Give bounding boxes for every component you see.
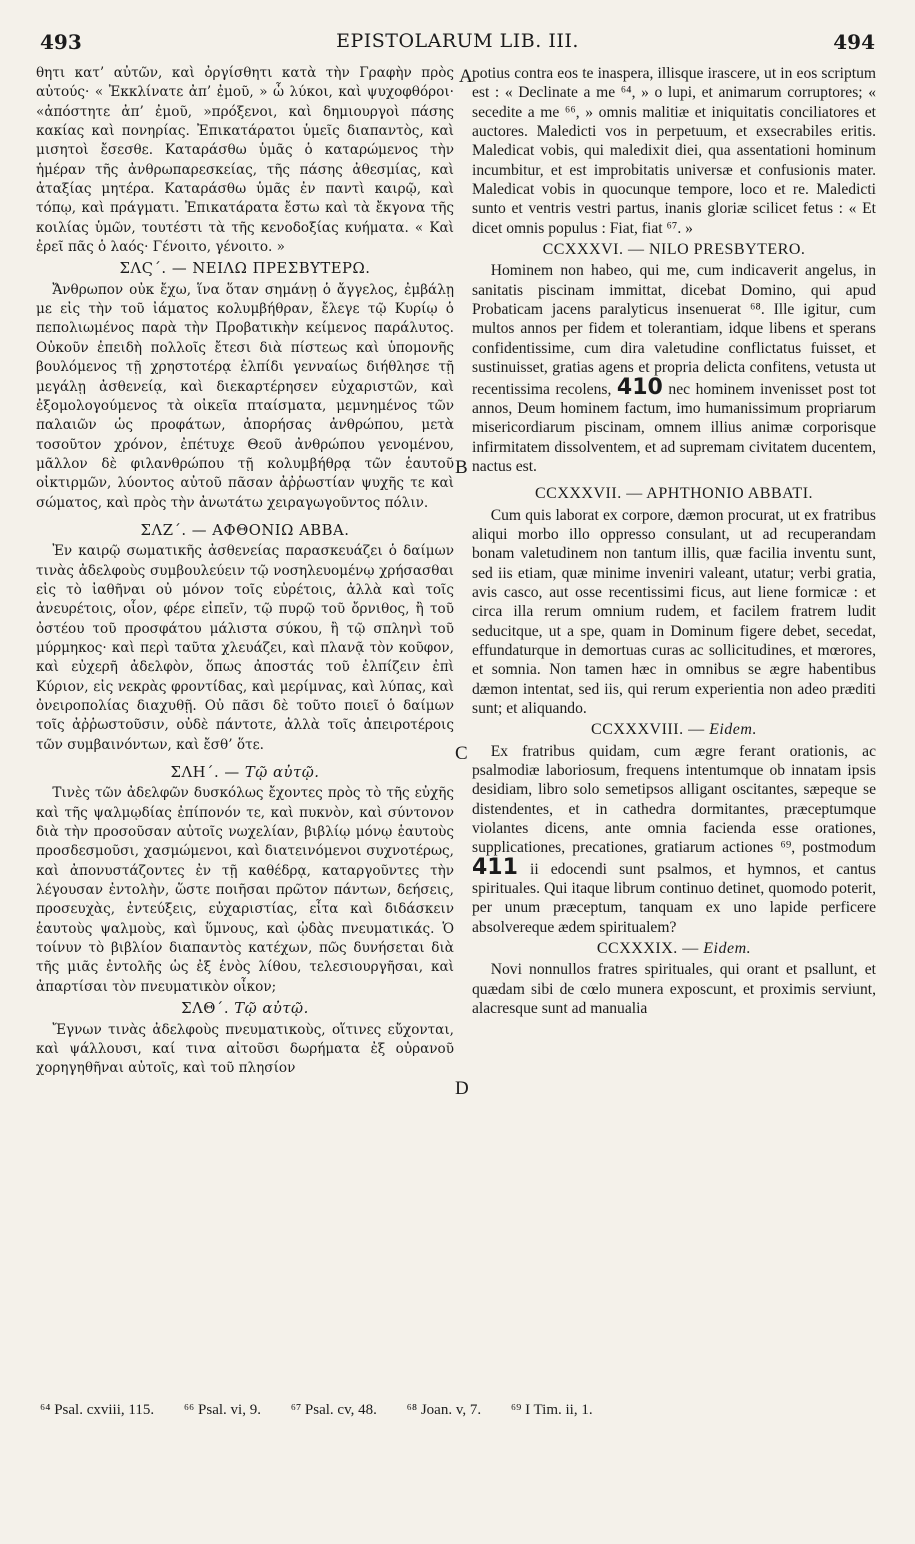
greek-column [36,64,454,1079]
greek-heading-addressee: Τῷ αὐτῷ. [234,1000,309,1018]
greek-heading-addressee: Τῷ αὐτῷ. [244,764,320,782]
margin-letter-c: C [455,743,468,764]
footnote: ⁶⁹ I Tim. ii, 1. [510,1402,593,1418]
latin-letter-heading [472,720,876,739]
greek-letter-heading: ΣΛΖ΄. — ΑΦΘΟΝΙΩ ΑΒΒΑ. [140,521,350,539]
running-title: EPISTOLARUM LIB. III. [336,30,579,52]
margin-letter-d: D [455,1078,469,1099]
footnote: ⁶⁸ Joan. v, 7. [406,1402,482,1418]
greek-heading-number: ΣΛΘ΄. [181,1000,230,1018]
footnote: ⁶⁷ Psal. cv, 48. [290,1402,377,1418]
latin-letter-heading: CCXXXVI. — NILO PRESBYTERO. [542,241,806,259]
greek-paragraph: Ἄνθρωπον οὐκ ἔχω, ἵνα ὅταν σημάνῃ ὁ ἄγγελος, ἐμβάλῃ με εἰς τὴν τοῦ ἰάματος κολυμβήθραν, ἔλεγε τῷ Κυρίῳ ὁ πεπολιωμένος παρὰ τὴν Προβατικὴν κείμενος παράλυτος. Οὐκοῦν ἐπειδὴ πολλοῖς ἔτεσι διὰ πίστεως καὶ ὑπομονῆς βουλόμενος τῇ χρηστοτέρᾳ ἐλπίδι γενναίως διήθλησε τῇ μεγάλῃ ἀσθενείᾳ, καὶ διεκαρτέρησεν εὐχαριστῶν, καὶ ἐξομολογούμενος τὰ οἰκεῖα πταίσματα, μεμνημένος τῶν παλαιῶν ὡς προφάτων, ἀπορήσας ἀνθρώπου, μετὰ τοσοῦτον χρόνον, ἐπέτυχε Θεοῦ ἀνθρώπου γενομένου, μᾶλλον δὲ φιλανθρώπου τῇ κολυμβήθρᾳ τῶν ἑαυτοῦ οἰκτιρμῶν, λύοντος αὐτοῦ πᾶσαν ἀῤῥωστίαν ψυχῆς τε καὶ σώματος, καὶ πρὸς τὴν ἀνωτάτω χειραγωγοῦντος πόλιν. [36,281,454,511]
greek-letter-heading [36,763,454,782]
latin-letter-heading: CCXXXVII. — APHTHONIO ABBATI. [534,485,814,503]
latin-text: Ex fratribus quidam, cum ægre ferant orationis, ac psalmodiæ laboriosum, frequens intentumque ob innatam ipsis desidiam, libro solo semetipsos alligant oscitantes, sæpeque se distendentes, et in cathedra dormitantes, præceptumque violantes dicens, ante omnia facienda esse orationes, supplicationes, precationes, gratiarum actiones ⁶⁹, postmodum [472,742,876,857]
margin-letter-a: A [459,66,473,87]
latin-paragraph [472,742,876,937]
latin-heading-number: CCXXXVIII. — [591,721,705,739]
latin-text: Hominem non habeo, qui me, cum indicaverit angelus, in sanitatis piscinam immittat, dicebat Domino, qui apud Probaticam jacens paralyticus insenuerat ⁶⁸. Ille igitur, cum multos annos per fidem et tolerantiam, idque libens et sperans confidentissime, cum dira valetudine conflictatus fuisset, et sustinuisset, gratias agens et propria delicta confitens, vetusta ut recentissima recolens, [472,262,876,398]
latin-text: nec hominem invenisset post tot annos, Deum hominem factum, imo humanissimum propriarum misericordiarum piscinam, omnem illius animæ corporisque infirmitatem dissolventem, et ad supremam civitatem ducentem, nactus est. [472,380,876,475]
latin-paragraph: Cum quis laborat ex corpore, dæmon procurat, ut ex fratribus aliqui morbo illo oppresso consulant, ut ad recuperandam bonam valetudinem non tantum illis, quæ facilia inventu sunt, sed iis etiam, quæ minime inveniri valeant, utatur; verbi gratia, avis casco, aut osse recentissimi ficus, aut liene formicæ : et circa illa rerum omnium rudem, et facilem fratrem ludit seducitque, ut a spe, quam in Dominum figere debet, secedat, effundaturque in demortuas curas ac sollicitudines, et mœrores, et somnia. Non tamen hæc in omnibus se ægre habentibus dæmon intentat, sed iis, qui rerum experientia non adeo præditi sunt; et aliquando. [472,506,876,717]
latin-paragraph [472,261,876,476]
latin-paragraph: Novi nonnullos fratres spirituales, qui orant et psallunt, et quædam sibi de cœlo munera exposcunt, et proximis serviunt, alacresque sunt ad manualia [472,961,876,1018]
latin-column [472,64,876,1019]
footnote: ⁶⁶ Psal. vi, 9. [183,1402,261,1418]
latin-heading-addressee: Eidem. [709,721,757,739]
column-number: 411 [472,854,518,880]
page-number-right: 494 [833,30,875,54]
greek-paragraph: Ἐν καιρῷ σωματικῆς ἀσθενείας παρασκευάζει ὁ δαίμων τινὰς ἀδελφοὺς συμβουλεύειν τῷ νοσηλευομένῳ χρήσασθαι εἰς τὸ ἰαθῆναι οὐ μόνον τοῖς εὐρέτοις, ἀλλὰ καὶ τοῖς ἀνευρέτοις, οἷον, φέρε εἰπεῖν, τῷ πυρῷ τοῦ ὄρνιθος, ἢ τοῦ ὀστέου τοῦ προσφάτου μάλιστα σύκου, ἢ τῷ σπληνὶ τοῦ μύρμηκος· καὶ περὶ ταῦτα χλευάζει, καὶ πλανᾷ τὸν κοῦφον, καὶ εὐχερῆ ἀδελφὸν, ὅπως ἀποστάς τοῦ ἐλπίζειν ἐπὶ Κύριον, εἰς νεκρὰς φροντίδας, καὶ μερίμνας, καὶ λύπας, καὶ ὀνειροπολίας διαχυθῇ. Οὐ πᾶσι δὲ τοῦτο ποιεῖ ὁ δαίμων τοῖς ἀῤῥωστοῦσιν, οὐδὲ πάντοτε, ἀλλὰ τοῖς ἀπειροτέροις τῶν συμβαινόντων, καὶ ἔσθ’ ὅτε. [36,543,454,753]
latin-heading-addressee: Eidem. [703,940,752,958]
footnote: ⁶⁴ Psal. cxviii, 115. [40,1402,155,1418]
page-number-left: 493 [40,30,82,54]
greek-paragraph: Ἔγνων τινὰς ἀδελφοὺς πνευματικοὺς, οἵτινες εὔχονται, καὶ ψάλλουσι, καί τινα αἰτοῦσι δωρήματα ἐξ οὐρανοῦ χορηγηθῆναι αὐτοῖς, καὶ τοῦ πλησίον [36,1021,454,1077]
greek-letter-heading [36,999,454,1018]
column-number: 410 [616,374,663,400]
greek-heading-number: ΣΛΗ΄. — [170,764,240,782]
greek-paragraph: Τινὲς τῶν ἀδελφῶν δυσκόλως ἔχοντες πρὸς τὸ τῆς εὐχῆς καὶ τῆς ψαλμῳδίας ἐπίπονόν τε, καὶ πυκνὸν, καὶ σύντονον διὰ τὴν προσοῦσαν αὐτοῖς νωχελίαν, βιβλίῳ μόνῳ ἑαυτοὺς προσδεσμοῦσι, χασμώμενοι, καὶ διατεινόμενοι συχνοτέρως, καὶ ἀπονυστάζοντες ἐν τῇ καθέδρᾳ, καταργοῦντες τὴν λέγουσαν ἐντολὴν, ὥστε ποιῆσαι πρῶτον πάντων, δεήσεις, προσευχὰς, ἐντεύξεις, εὐχαριστίας, εἶτα καὶ διδάσκειν ἑαυτοὺς ψαλμοὺς, καὶ ὕμνους, καὶ ᾠδὰς πνευματικάς. Ὁ τοίνυν τὸ βιβλίον διαπαντὸς κατέχων, πῶς δυνήσεται διὰ τῆς μιᾶς ἐντολῆς ὡς ἐξ ἑνὸς λίθου, τελεσιουργῆσαι, καὶ ἀπαρτίσαι τὸν πνευματικὸν οἶκον; [36,785,454,995]
footnotes [40,1402,875,1419]
greek-letter-heading: ΣΛϚ΄. — ΝΕΙΛΩ ΠΡΕΣΒΥΤΕΡΩ. [119,260,371,278]
latin-text: ii edocendi sunt psalmos, et hymnos, et cantus spirituales. Qui itaque librum continuo detinet, quomodo poterit, per unum præceptum, tanquam ex uno lapide perficere absolvereque ædem spiritualem? [472,860,876,936]
latin-letter-heading [472,939,876,958]
running-header [40,30,875,56]
latin-paragraph: potius contra eos te inaspera, illisque irascere, ut in eos scriptum est : « Declinate a me ⁶⁴, » o lupi, et animarum corruptores; « secedite a me ⁶⁶, » omnis malitiæ et iniquitatis conciliatores et auctores. Maledicti vos in perpetuum, et exsecrabiles eritis. Maledicat vobis, qui maledixit diei, qua assentationi hominum incumbitur, et est improbitatis universæ et confusionis mater. Maledicat vobis in quocunque tempore, loco et re. Maledicti sunto et ventris vestri partus, inanis gloriæ scilicet fetus : « Et dicet omnis populus : Fiat, fiat ⁶⁷. » [472,65,876,237]
greek-paragraph: θητι κατ’ αὐτῶν, καὶ ὀργίσθητι κατὰ τὴν Γραφὴν πρὸς αὐτούς· « Ἐκκλίνατε ἀπ’ ἐμοῦ, » ὦ λύκοι, καὶ ψυχοφθόροι· «ἀπόστητε ἀπ’ ἐμοῦ, »πρόξενοι, καὶ δημιουργοὶ πάσης κακίας καὶ πονηρίας. Ἐπικατάρατοι ὑμεῖς διαπαντὸς, καὶ μισητοὶ ἔσεσθε. Καταράσθω ὑμᾶς ὁ καταρώμενος τὴν ἡμέραν τῆς ἀνθρωπαρεσκείας, τῆς πάσης ἀθεσμίας, καὶ ἀταξίας μητέρα. Καταράσθω ὑμᾶς ἐν παντὶ καιρῷ, καὶ τόπῳ, καὶ πράγματι. Ἐπικατάρατα ἔστω καὶ τὰ ἔκγονα τῆς κοιλίας ὑμῶν, τουτέστι τὰ τῆς κενοδοξίας κυήματα. « Καὶ ἐρεῖ πᾶς ὁ λαός· Γένοιτο, γένοιτο. » [36,65,454,256]
margin-letter-b: B [455,457,468,478]
latin-heading-number: CCXXXIX. — [596,940,699,958]
